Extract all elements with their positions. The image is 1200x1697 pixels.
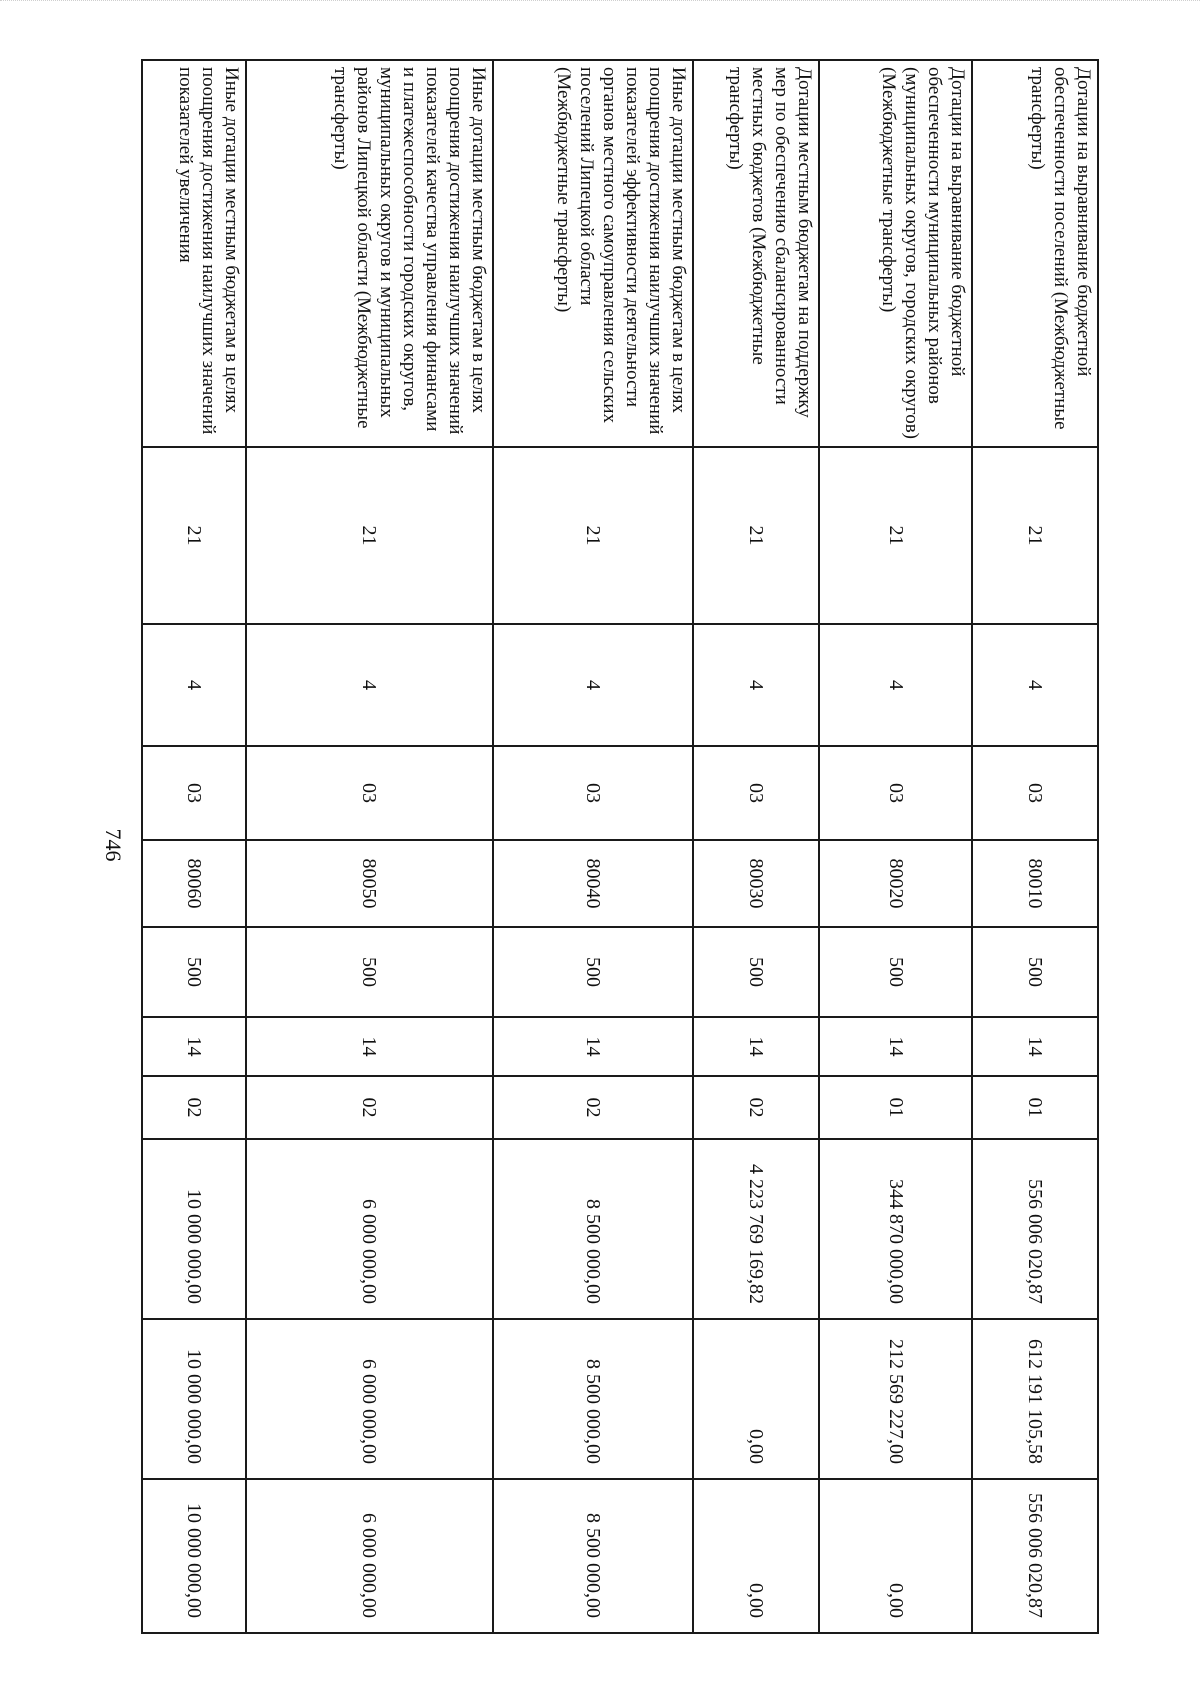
- amount-cell: 6 000 000,00: [246, 1139, 493, 1319]
- code-cell: 03: [493, 746, 694, 840]
- code-cell: 14: [493, 1017, 694, 1076]
- amount-cell: 8 500 000,00: [493, 1139, 694, 1319]
- amount-cell: 212 569 227,00: [819, 1319, 972, 1479]
- code-cell: 21: [246, 447, 493, 624]
- row-name: Иные дотации местным бюджетам в целях поощрения достижения наилучших значений показателей качества управления финансами и платежеспособности городских округов, муниципальных округов и муниципальных районов Липецкой области (Межбюджетные трансферты): [246, 60, 493, 447]
- amount-cell: 0,00: [693, 1479, 819, 1633]
- code-cell: 4: [142, 624, 246, 746]
- code-cell: 14: [246, 1017, 493, 1076]
- code-cell: 14: [819, 1017, 972, 1076]
- code-cell: 500: [693, 927, 819, 1017]
- row-name: Иные дотации местным бюджетам в целях поощрения достижения наилучших значений показателей эффективности деятельности органов местного самоуправления сельских поселений Липецкой области (Межбюджетные трансферты): [493, 60, 694, 447]
- table-row: [142, 60, 246, 1633]
- amount-cell: 556 006 020,87: [972, 1479, 1098, 1633]
- code-cell: 500: [246, 927, 493, 1017]
- code-cell: 500: [972, 927, 1098, 1017]
- code-cell: 02: [142, 1076, 246, 1139]
- amount-cell: 0,00: [693, 1319, 819, 1479]
- code-cell: 02: [693, 1076, 819, 1139]
- code-cell: 01: [972, 1076, 1098, 1139]
- amount-cell: 10 000 000,00: [142, 1479, 246, 1633]
- code-cell: 80020: [819, 840, 972, 927]
- code-cell: 03: [972, 746, 1098, 840]
- code-cell: 01: [819, 1076, 972, 1139]
- row-name: Иные дотации местным бюджетам в целях поощрения достижения наилучших значений показателей увеличения: [142, 60, 246, 447]
- code-cell: 02: [493, 1076, 694, 1139]
- code-cell: 80050: [246, 840, 493, 927]
- code-cell: 21: [693, 447, 819, 624]
- code-cell: 21: [142, 447, 246, 624]
- amount-cell: 556 006 020,87: [972, 1139, 1098, 1319]
- code-cell: 21: [972, 447, 1098, 624]
- amount-cell: 4 223 769 169,82: [693, 1139, 819, 1319]
- code-cell: 21: [493, 447, 694, 624]
- table-row: [972, 60, 1098, 1633]
- table-row: [693, 60, 819, 1633]
- amount-cell: 8 500 000,00: [493, 1479, 694, 1633]
- table-row: [246, 60, 493, 1633]
- amount-cell: 10 000 000,00: [142, 1139, 246, 1319]
- code-cell: 4: [972, 624, 1098, 746]
- code-cell: 500: [493, 927, 694, 1017]
- code-cell: 14: [142, 1017, 246, 1076]
- code-cell: 80060: [142, 840, 246, 927]
- code-cell: 80010: [972, 840, 1098, 927]
- code-cell: 80030: [693, 840, 819, 927]
- code-cell: 500: [819, 927, 972, 1017]
- budget-table: [141, 59, 1099, 1634]
- amount-cell: 0,00: [819, 1479, 972, 1633]
- amount-cell: 612 191 105,58: [972, 1319, 1098, 1479]
- code-cell: 4: [819, 624, 972, 746]
- page-number: 746: [101, 828, 126, 862]
- code-cell: 03: [819, 746, 972, 840]
- code-cell: 14: [693, 1017, 819, 1076]
- code-cell: 4: [493, 624, 694, 746]
- code-cell: 02: [246, 1076, 493, 1139]
- code-cell: 03: [142, 746, 246, 840]
- amount-cell: 6 000 000,00: [246, 1319, 493, 1479]
- code-cell: 03: [246, 746, 493, 840]
- code-cell: 500: [142, 927, 246, 1017]
- amount-cell: 8 500 000,00: [493, 1319, 694, 1479]
- amount-cell: 10 000 000,00: [142, 1319, 246, 1479]
- rotated-table-wrapper: [141, 59, 1099, 1632]
- code-cell: 4: [693, 624, 819, 746]
- code-cell: 14: [972, 1017, 1098, 1076]
- row-name: Дотации на выравнивание бюджетной обеспеченности муниципальных районов (муниципальных округов, городских округов) (Межбюджетные трансферты): [819, 60, 972, 447]
- code-cell: 21: [819, 447, 972, 624]
- table-row: [819, 60, 972, 1633]
- row-name: Дотации местным бюджетам на поддержку мер по обеспечению сбалансированности местных бюджетов (Межбюджетные трансферты): [693, 60, 819, 447]
- table-row: [493, 60, 694, 1633]
- code-cell: 4: [246, 624, 493, 746]
- amount-cell: 344 870 000,00: [819, 1139, 972, 1319]
- row-name: Дотации на выравнивание бюджетной обеспеченности поселений (Межбюджетные трансферты): [972, 60, 1098, 447]
- amount-cell: 6 000 000,00: [246, 1479, 493, 1633]
- code-cell: 80040: [493, 840, 694, 927]
- code-cell: 03: [693, 746, 819, 840]
